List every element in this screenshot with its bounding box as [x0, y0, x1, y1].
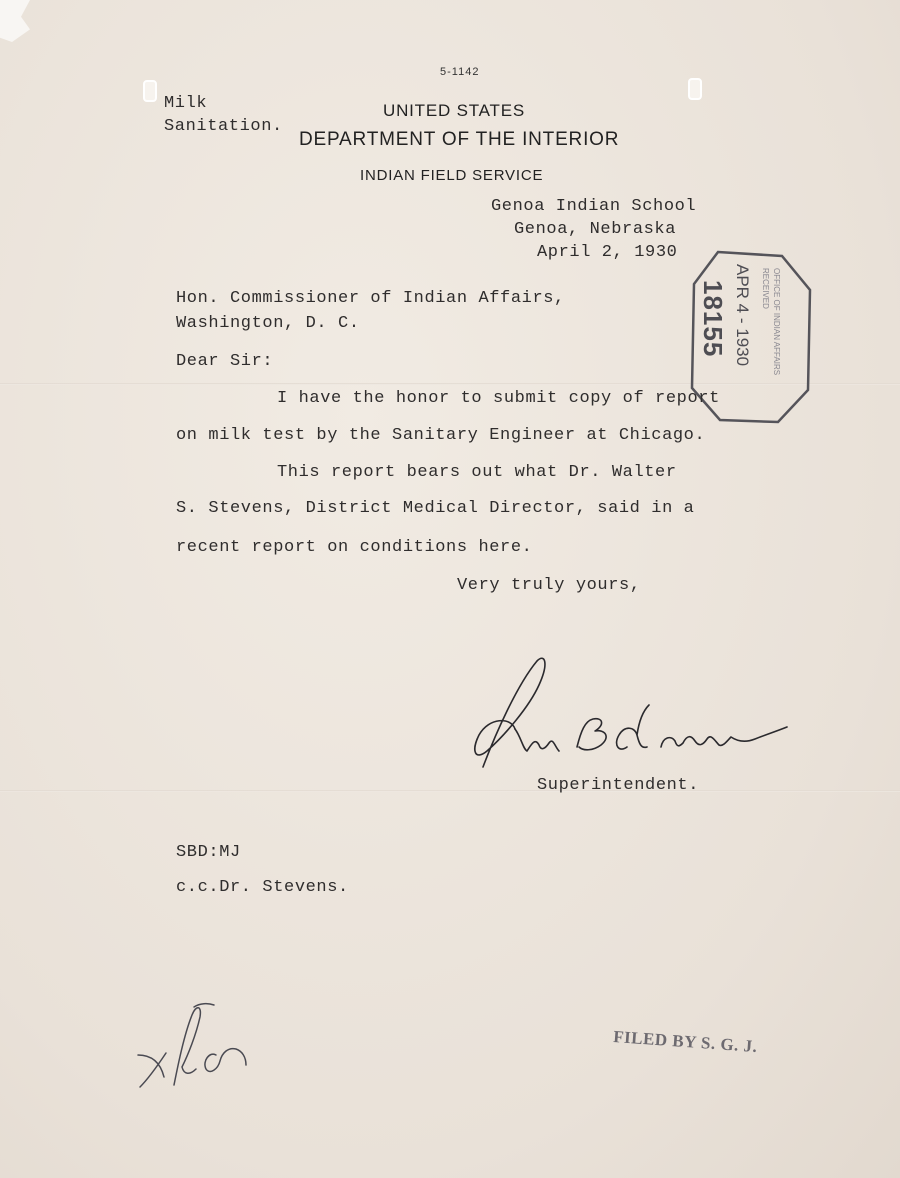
closing: Very truly yours, — [457, 576, 641, 595]
letterhead-line-2: DEPARTMENT OF THE INTERIOR — [299, 129, 620, 150]
body-line-1: I have the honor to submit copy of report — [277, 389, 720, 408]
punch-hole-left — [143, 80, 157, 102]
letterhead-line-3: INDIAN FIELD SERVICE — [360, 167, 544, 184]
margin-note-line-1: Milk — [164, 94, 208, 113]
sender-city: Genoa, Nebraska — [514, 220, 677, 239]
signer-title: Superintendent. — [537, 776, 700, 795]
body-line-3: This report bears out what Dr. Walter — [277, 463, 677, 482]
addressee-line-2: Washington, D. C. — [176, 314, 360, 333]
torn-corner — [0, 0, 30, 42]
stamp-number: 18155 — [698, 280, 728, 358]
addressee-line-1: Hon. Commissioner of Indian Affairs, — [176, 289, 565, 308]
body-line-2: on milk test by the Sanitary Engineer at Chicago. — [176, 426, 706, 445]
salutation: Dear Sir: — [176, 352, 274, 371]
reference-initials: SBD:MJ — [176, 843, 241, 862]
fold-line-lower — [0, 790, 900, 792]
signature — [465, 655, 795, 780]
margin-note-line-2: Sanitation. — [164, 117, 283, 136]
file-number: 5-1142 — [440, 66, 480, 78]
punch-hole-right — [688, 78, 702, 100]
filed-stamp: FILED BY S. G. J. — [612, 1027, 759, 1057]
handwritten-note — [130, 995, 260, 1095]
sender-school: Genoa Indian School — [491, 197, 697, 216]
stamp-date: APR 4 - 1930 — [733, 264, 752, 367]
body-line-5: recent report on conditions here. — [176, 538, 533, 557]
stamp-office-text: OFFICE OF INDIAN AFFAIRS RECEIVED — [761, 268, 781, 376]
letterhead-line-1: UNITED STATES — [383, 101, 526, 120]
letter-date: April 2, 1930 — [537, 243, 678, 262]
body-line-4: S. Stevens, District Medical Director, said in a — [176, 499, 695, 518]
carbon-copy: c.c.Dr. Stevens. — [176, 878, 349, 897]
